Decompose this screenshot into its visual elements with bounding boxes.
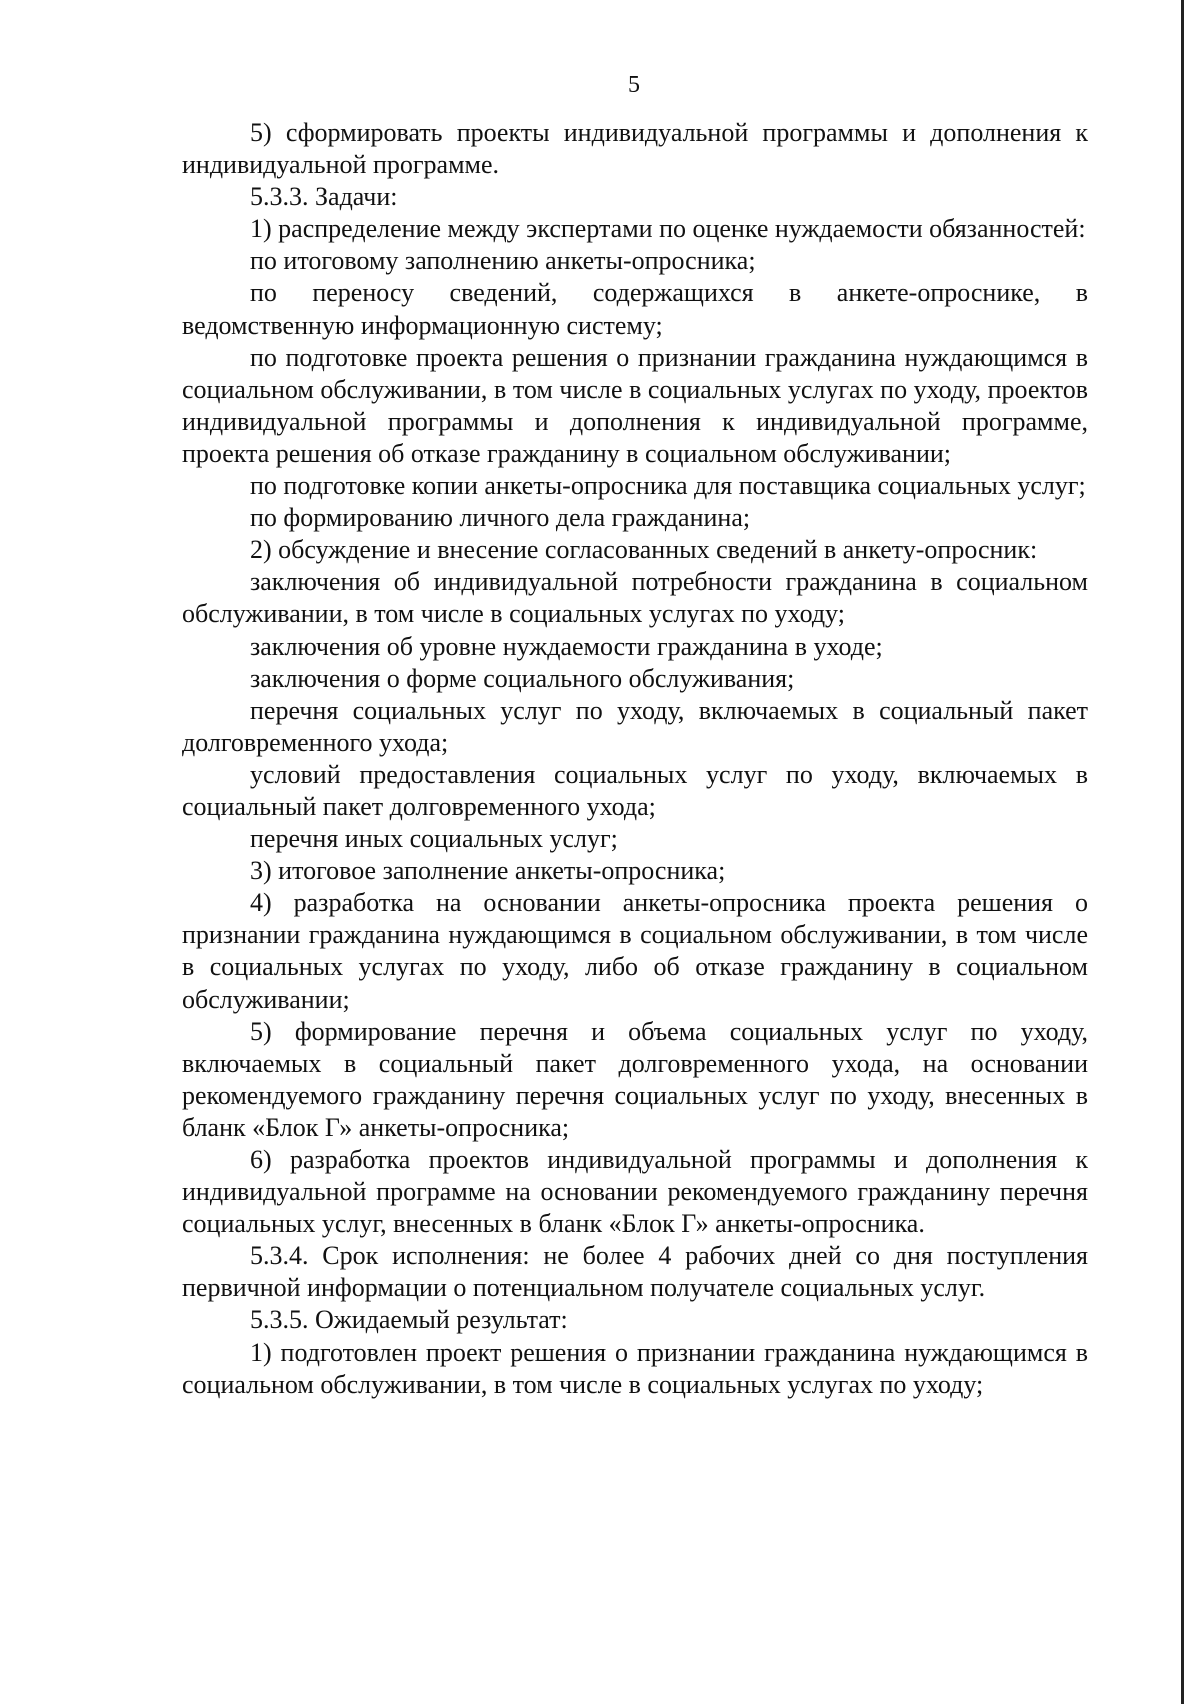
paragraph: перечня социальных услуг по уходу, включаемых в социальный пакет долговременного ухода; [182, 695, 1088, 757]
paragraph: 4) разработка на основании анкеты-опросника проекта решения о признании гражданина нуждающимся в социальном обслуживании, в том числе в социальных услугах по уходу, либо об отказе гражданину в социальном обслуживании; [182, 888, 1088, 1014]
paragraph: 5) формирование перечня и объема социальных услуг по уходу, включаемых в социальный пакет долговременного ухода, на основании рекомендуемого гражданину перечня социальных услуг по уходу, внесенных в бланк «Блок Г» анкеты-опросника; [182, 1016, 1088, 1142]
paragraph: 5.3.4. Срок исполнения: не более 4 рабочих дней со дня поступления первичной информации о потенциальном получателе социальных услуг. [182, 1241, 1088, 1303]
document-body [182, 117, 1088, 1401]
page-number: 5 [628, 72, 640, 98]
paragraph: заключения об уровне нуждаемости гражданина в уходе; [250, 631, 883, 661]
paragraph: по подготовке копии анкеты-опросника для поставщика социальных услуг; [250, 471, 1086, 501]
paragraph: заключения об индивидуальной потребности гражданина в социальном обслуживании, в том числе в социальных услугах по уходу; [182, 567, 1088, 629]
paragraph: 1) распределение между экспертами по оценке нуждаемости обязанностей: [250, 214, 1086, 244]
paragraph: 6) разработка проектов индивидуальной программы и дополнения к индивидуальной программе на основании рекомендуемого гражданину перечня социальных услуг, внесенных в бланк «Блок Г» анкеты-опросника. [182, 1145, 1088, 1239]
paragraph: по переносу сведений, содержащихся в анкете-опроснике, в ведомственную информационную систему; [182, 278, 1088, 340]
paragraph: 5) сформировать проекты индивидуальной программы и дополнения к индивидуальной программе. [182, 118, 1088, 180]
paragraph: 1) подготовлен проект решения о признании гражданина нуждающимся в социальном обслуживании, в том числе в социальных услугах по уходу; [182, 1337, 1088, 1399]
paragraph: 3) итоговое заполнение анкеты-опросника; [250, 856, 726, 886]
scan-edge-line [1181, 0, 1184, 1704]
paragraph: по итоговому заполнению анкеты-опросника; [250, 246, 756, 276]
paragraph: 2) обсуждение и внесение согласованных сведений в анкету-опросник: [250, 535, 1038, 565]
paragraph: 5.3.3. Задачи: [250, 182, 398, 212]
paragraph: 5.3.5. Ожидаемый результат: [250, 1305, 568, 1335]
paragraph: условий предоставления социальных услуг по уходу, включаемых в социальный пакет долговременного ухода; [182, 759, 1088, 821]
paragraph: перечня иных социальных услуг; [250, 824, 618, 854]
paragraph: по подготовке проекта решения о признании гражданина нуждающимся в социальном обслуживании, в том числе в социальных услугах по уходу, проектов индивидуальной программы и дополнения к индивидуальной программе, проекта решения об отказе гражданину в социальном обслуживании; [182, 342, 1088, 468]
paragraph: по формированию личного дела гражданина; [250, 503, 751, 533]
paragraph: заключения о форме социального обслуживания; [250, 663, 795, 693]
